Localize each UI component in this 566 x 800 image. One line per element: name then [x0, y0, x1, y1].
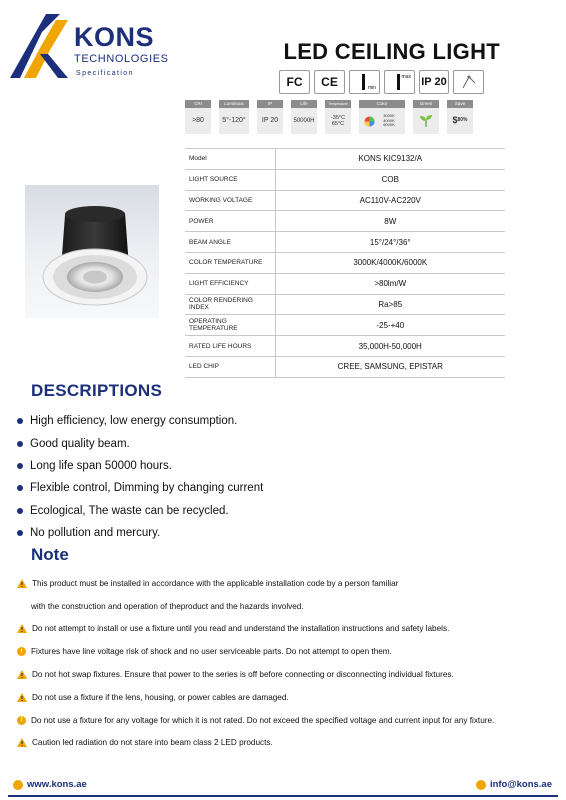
fcc-icon: FC — [279, 70, 310, 94]
descriptions-heading: DESCRIPTIONS — [31, 381, 163, 400]
brand-logo — [10, 14, 169, 80]
badge-temperature: Temperature -35°C 65°C — [325, 100, 351, 134]
brand-sub: TECHNOLOGIES — [74, 53, 169, 65]
list-item: Ecological, The waste can be recycled. — [17, 500, 263, 522]
badge-save: Save $ 80% — [447, 100, 473, 134]
globe-icon — [13, 780, 23, 790]
min-height-icon: min — [349, 70, 380, 94]
list-item: Long life span 50000 hours. — [17, 455, 263, 477]
spec-table — [185, 148, 505, 378]
table-row: COLOR RENDERING INDEX Ra>85 — [185, 294, 505, 315]
warning-icon — [17, 579, 27, 588]
bullet-icon — [17, 441, 23, 447]
list-item: Flexible control, Dimming by changing current — [17, 477, 263, 499]
bullet-icon — [17, 418, 23, 424]
max-height-icon: max — [384, 70, 415, 94]
badge-green: Green — [413, 100, 439, 134]
certification-icons — [279, 70, 484, 94]
table-row: POWER 8W — [185, 211, 505, 232]
bullet-icon — [17, 485, 23, 491]
table-row: OPERATING TEMPERATURE -25-+40 — [185, 315, 505, 336]
descriptions-list — [17, 410, 263, 544]
info-icon: ! — [17, 647, 26, 656]
badge-cri: CRI >80 — [185, 100, 211, 134]
list-item: ! Fixtures have line voltage risk of shock and no user serviceable parts. Do not attempt to open them. — [17, 640, 557, 663]
table-row: WORKING VOLTAGE AC110V-AC220V — [185, 190, 505, 211]
spec-badges — [185, 100, 473, 134]
table-row: LIGHT EFFICIENCY >80lm/W — [185, 273, 505, 294]
list-item: Do not use a fixture if the lens, housing, or power cables are damaged. — [17, 686, 557, 709]
lamp-icon — [453, 70, 484, 94]
footer-website[interactable]: www.kons.ae — [13, 779, 87, 790]
brand-tagline: Specification — [76, 70, 134, 77]
warning-icon — [17, 738, 27, 747]
note-heading: Note — [31, 545, 69, 564]
bullet-icon — [17, 463, 23, 469]
ip20-icon: IP 20 — [419, 70, 449, 94]
badge-angle: Luminous 5°-120° — [219, 100, 249, 134]
dollar-icon: $ — [452, 115, 458, 126]
table-row: COLOR TEMPERATURE 3000K/4000K/6000K — [185, 252, 505, 273]
list-item: ! Do not use a fixture for any voltage for which it is not rated. Do not exceed the specified voltage and current input for any fixture. — [17, 709, 557, 732]
list-item: Good quality beam. — [17, 432, 263, 454]
list-item: Do not attempt to install or use a fixture until you read and understand the installation instructions and safety labels. — [17, 618, 557, 641]
brand-name: KONS — [74, 22, 155, 52]
page-title: LED CEILING LIGHT — [283, 39, 500, 64]
table-row: RATED LIFE HOURS 35,000H-50,000H — [185, 336, 505, 357]
bullet-icon — [17, 508, 23, 514]
list-item: Do not hot swap fixtures. Ensure that power to the series is off before connecting or disconnecting individual fixtures. — [17, 663, 557, 686]
badge-ip: IP IP 20 — [257, 100, 283, 134]
footer-email[interactable]: info@kons.ae — [476, 779, 552, 790]
warning-icon — [17, 693, 27, 702]
list-item: This product must be installed in accordance with the applicable installation code by a person familiar — [17, 572, 557, 595]
footer — [0, 775, 566, 800]
ce-icon: CE — [314, 70, 345, 94]
product-image — [25, 185, 159, 318]
info-icon: ! — [17, 716, 26, 725]
list-item: High efficiency, low energy consumption. — [17, 410, 263, 432]
kons-logo-icon — [10, 14, 70, 78]
list-item: with the construction and operation of theproduct and the hazards involved. — [31, 601, 304, 611]
badge-life: Life 50000H — [291, 100, 317, 134]
list-item: No pollution and mercury. — [17, 522, 263, 544]
warning-icon — [17, 624, 27, 633]
warning-icon — [17, 670, 27, 679]
mail-icon — [476, 780, 486, 790]
table-row: LIGHT SOURCE COB — [185, 169, 505, 190]
table-row: Model KONS KIC9132/A — [185, 149, 505, 170]
list-item: Caution led radiation do not stare into beam class 2 LED products. — [17, 732, 557, 755]
table-row: LED CHIP CREE, SAMSUNG, EPISTAR — [185, 356, 505, 377]
table-row: BEAM ANGLE 15°/24°/36° — [185, 232, 505, 253]
leaf-icon — [419, 114, 433, 128]
bullet-icon — [17, 530, 23, 536]
color-wheel-icon — [364, 116, 375, 127]
footer-divider — [8, 795, 558, 797]
note-list — [17, 572, 557, 754]
badge-color: Color 3000K 4000K 6000K — [359, 100, 405, 134]
